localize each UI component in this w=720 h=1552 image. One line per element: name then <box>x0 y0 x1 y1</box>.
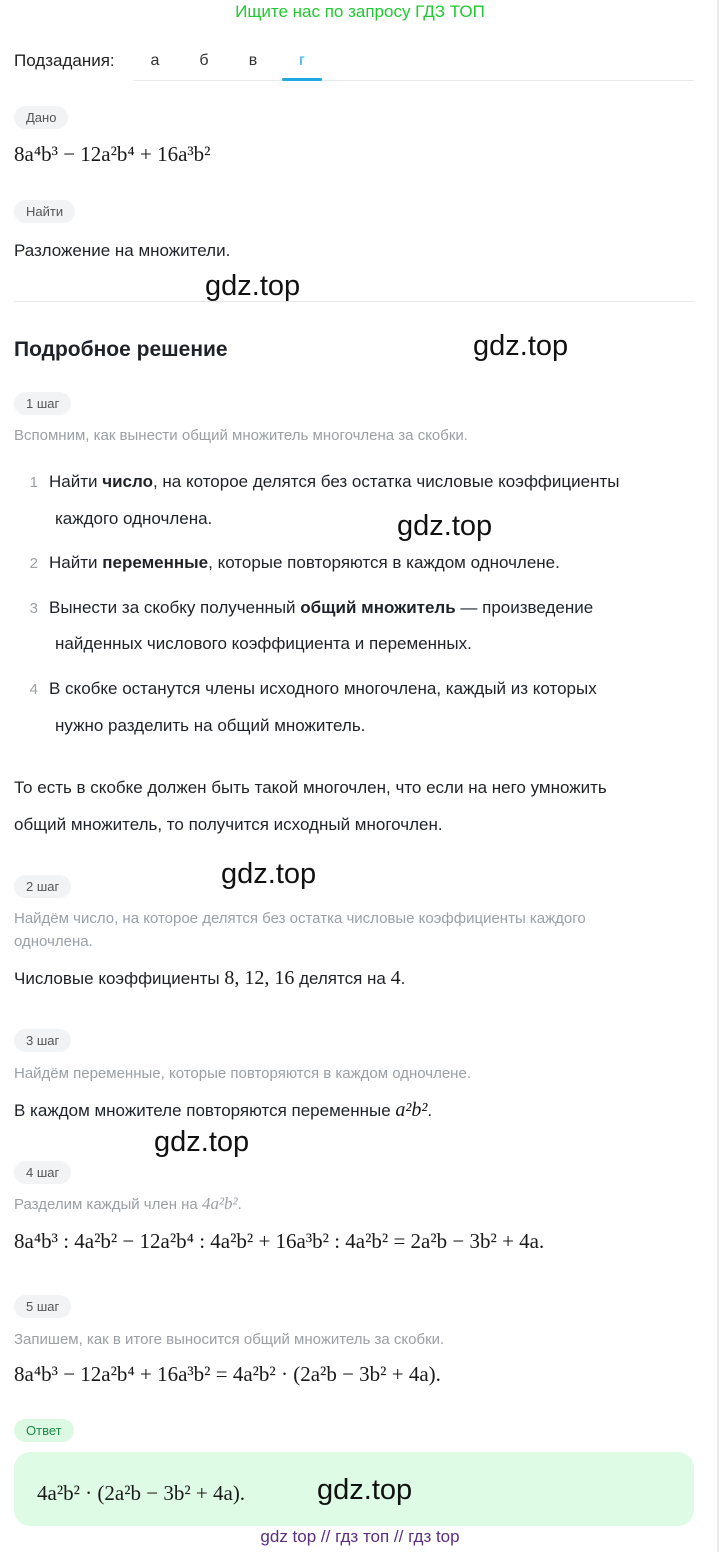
step-4-chip: 4 шаг <box>14 1161 71 1184</box>
subtasks-label: Подзадания: <box>14 51 115 70</box>
step-1-hint: Вспомним, как вынести общий множитель многочлена за скобки. <box>14 427 468 444</box>
step-3-chip: 3 шаг <box>14 1029 71 1052</box>
step-1-summary-line2: общий множитель, то получится исходный многочлен. <box>14 815 443 834</box>
step-5-hint: Запишем, как в итоге выносится общий множитель за скобки. <box>14 1331 445 1348</box>
given-chip: Дано <box>14 106 68 129</box>
step-4-expression: 8a⁴b³ : 4a²b² − 12a²b⁴ : 4a²b² + 16a³b² : 4a²b² = 2a²b − 3b² + 4a. <box>14 1229 545 1253</box>
step-4-hint: Разделим каждый член на 4a²b². <box>14 1194 242 1213</box>
list-item-number: 4 <box>29 681 38 698</box>
find-text: Разложение на множители. <box>14 241 231 260</box>
list-item: Найти число, на которое делятся без остатка числовые коэффициенты <box>49 472 620 491</box>
tabs-divider <box>134 80 694 81</box>
list-item-number: 3 <box>29 600 38 617</box>
answer-chip: Ответ <box>14 1419 74 1442</box>
find-chip: Найти <box>14 200 75 223</box>
solution-title: Подробное решение <box>14 338 228 361</box>
list-item-continuation: каждого одночлена. <box>55 509 213 528</box>
list-item-continuation: нужно разделить на общий множитель. <box>55 716 366 735</box>
subtask-tab-v[interactable]: в <box>248 52 258 69</box>
footer-links[interactable]: gdz top // гдз топ // гдз top <box>260 1527 460 1546</box>
watermark: gdz.top <box>205 270 301 302</box>
list-item-number: 1 <box>29 474 38 491</box>
step-1-summary-line1: То есть в скобке должен быть такой многочлен, что если на него умножить <box>14 778 607 797</box>
step-3-text: В каждом множителе повторяются переменные a²b². <box>14 1099 433 1121</box>
step-5-expression: 8a⁴b³ − 12a²b⁴ + 16a³b² = 4a²b² · (2a²b − 3b² + 4a). <box>14 1362 441 1386</box>
step-2-hint-line2: одночлена. <box>14 933 93 950</box>
search-banner: Ищите нас по запросу ГДЗ ТОП <box>235 2 485 21</box>
list-item-number: 2 <box>29 555 38 572</box>
step-2-hint-line1: Найдём число, на которое делятся без остатка числовые коэффициенты каждого <box>14 910 586 927</box>
watermark: gdz.top <box>397 510 493 542</box>
step-2-chip: 2 шаг <box>14 875 71 898</box>
list-item: Найти переменные, которые повторяются в каждом одночлене. <box>49 553 560 572</box>
watermark: gdz.top <box>317 1474 413 1506</box>
subtask-tab-a[interactable]: а <box>150 52 160 69</box>
answer-expression: 4a²b² · (2a²b − 3b² + 4a). <box>37 1481 246 1505</box>
watermark: gdz.top <box>221 858 317 890</box>
subtask-tab-b[interactable]: б <box>199 52 209 69</box>
page-scroll-rail <box>717 0 719 1552</box>
watermark: gdz.top <box>473 330 569 362</box>
step-3-hint: Найдём переменные, которые повторяются в каждом одночлене. <box>14 1065 471 1082</box>
list-item-continuation: найденных числового коэффициента и переменных. <box>55 634 472 653</box>
list-item: В скобке останутся члены исходного многочлена, каждый из которых <box>49 679 597 698</box>
watermark: gdz.top <box>154 1126 250 1158</box>
active-tab-indicator <box>282 78 322 81</box>
step-2-text: Числовые коэффициенты 8, 12, 16 делятся на 4. <box>14 967 406 989</box>
step-5-chip: 5 шаг <box>14 1295 71 1318</box>
section-divider <box>14 301 694 302</box>
subtask-tab-g-active[interactable]: г <box>299 52 305 69</box>
list-item: Вынести за скобку полученный общий множитель — произведение <box>49 598 594 617</box>
given-expression: 8a⁴b³ − 12a²b⁴ + 16a³b² <box>14 142 211 166</box>
step-1-chip: 1 шаг <box>14 392 71 415</box>
